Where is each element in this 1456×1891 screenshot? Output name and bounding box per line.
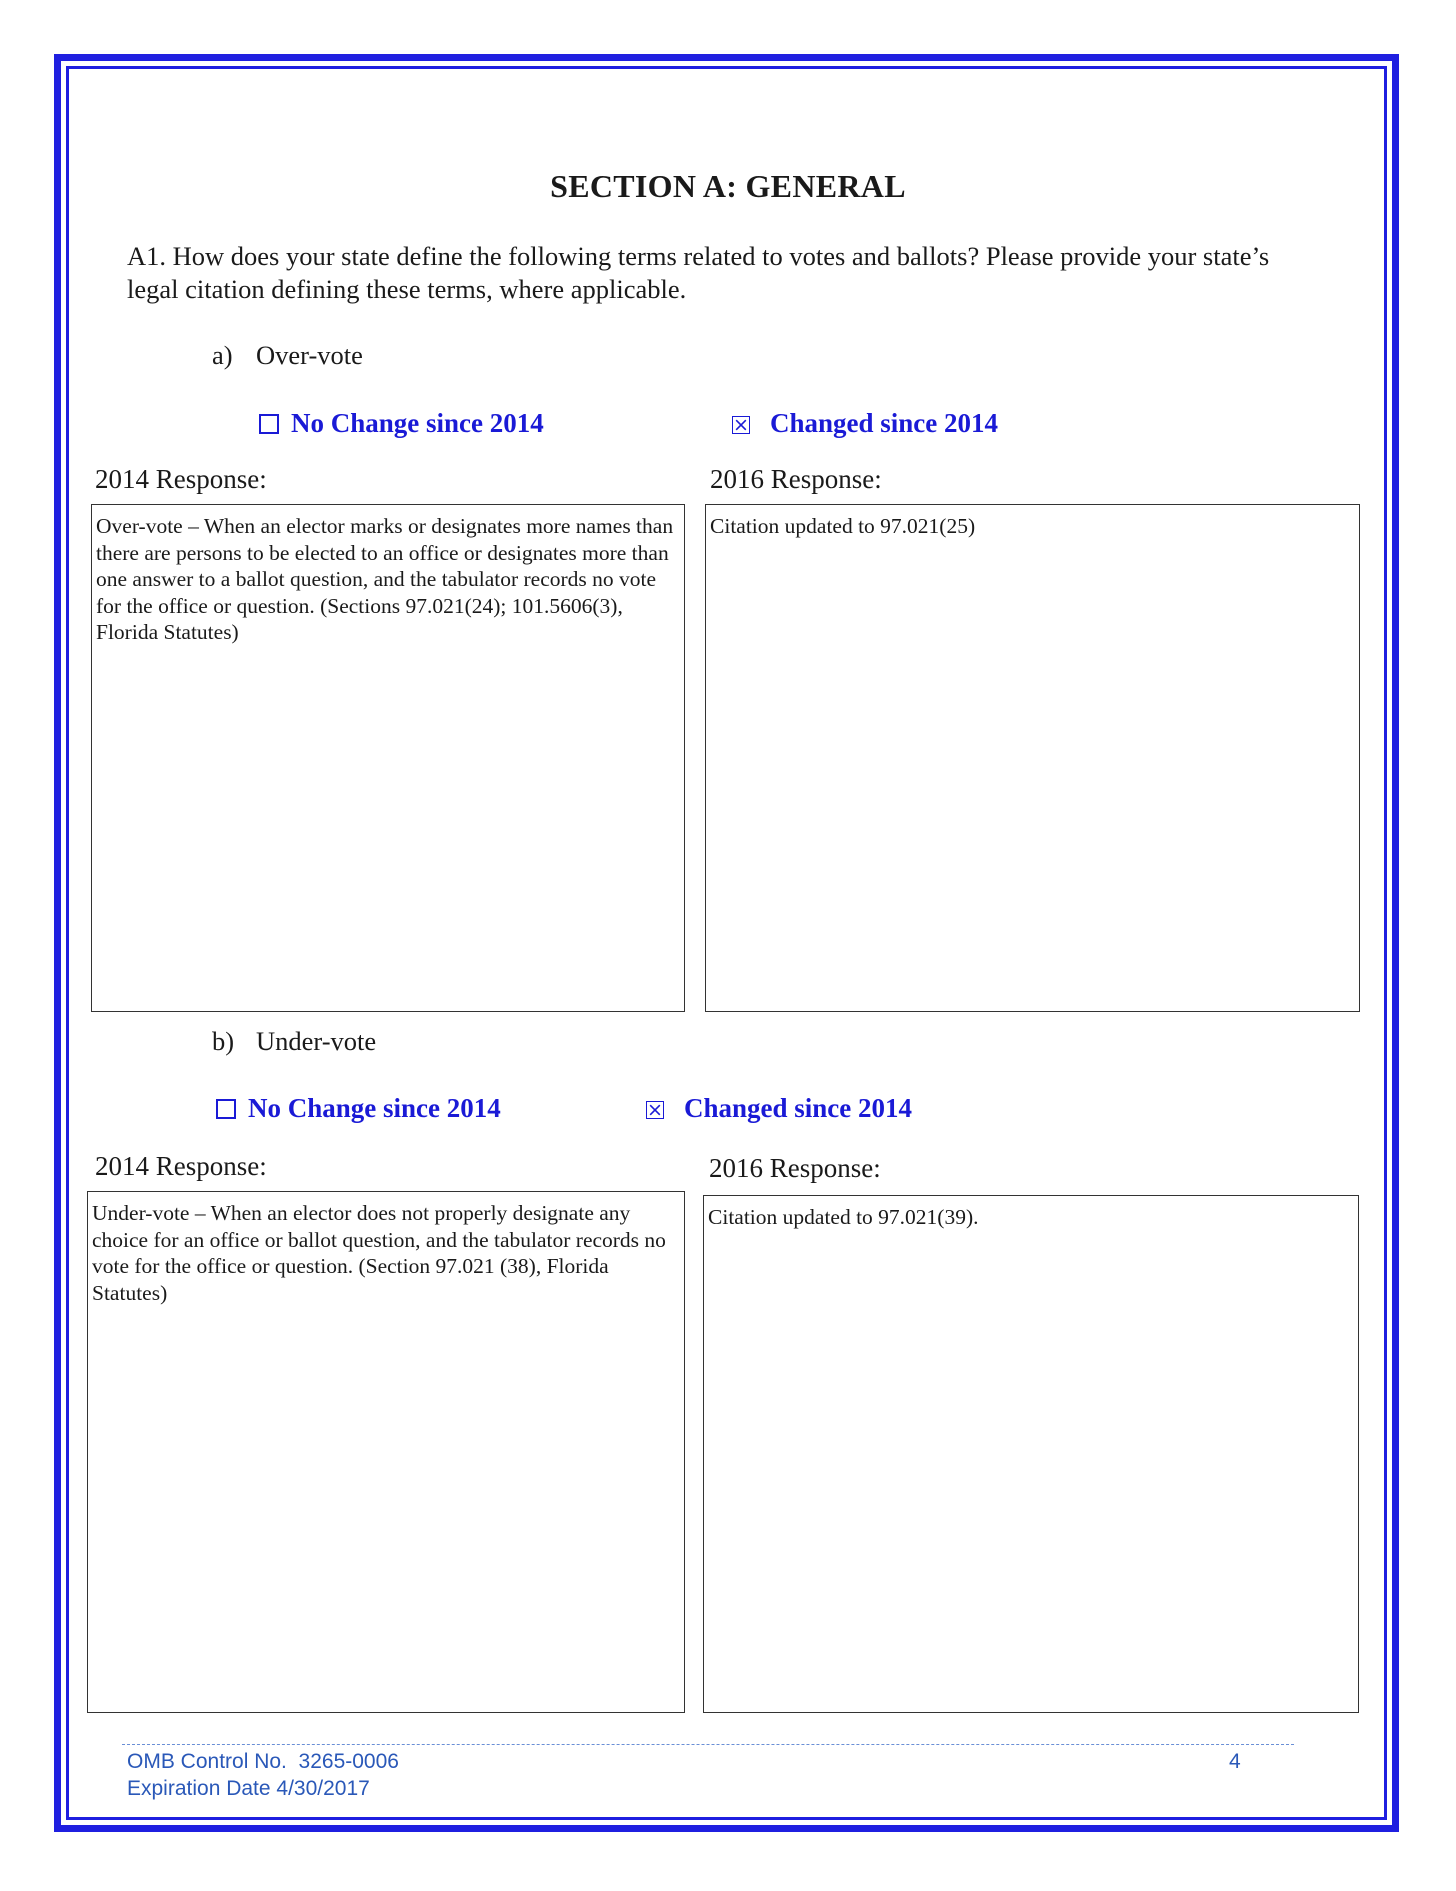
item-a-no-change-option[interactable] xyxy=(259,408,544,439)
item-a-2016-response-label: 2016 Response: xyxy=(710,464,882,494)
section-title: SECTION A: GENERAL xyxy=(550,168,906,204)
footer-left xyxy=(127,1748,399,1802)
item-a-changed-label: Changed since 2014 xyxy=(770,408,999,438)
item-b-heading xyxy=(212,1026,376,1057)
item-a-2014-response-box[interactable]: Over-vote – When an elector marks or designates more names than there are persons to be elected to an office or designates more than one answer to a ballot question, and the tabulator records no vote for the office or question. (Sections 97.021(24); 101.5606(3), Florida Statutes) xyxy=(91,504,685,1012)
item-a-2016-response-box[interactable]: Citation updated to 97.021(25) xyxy=(705,504,1360,1012)
item-b-2014-response-box[interactable]: Under-vote – When an elector does not properly designate any choice for an office or ballot question, and the tabulator records no vote for the office or question. (Section 97.021 (38), Florida Statutes) xyxy=(87,1191,685,1713)
item-b-changed-option[interactable] xyxy=(646,1093,912,1124)
checkmark-x-icon xyxy=(647,1102,663,1118)
item-b-marker: b) xyxy=(212,1026,235,1056)
item-a-no-change-label: No Change since 2014 xyxy=(291,408,544,438)
item-b-changed-checkbox[interactable] xyxy=(646,1101,664,1119)
item-a-2014-response-label: 2014 Response: xyxy=(95,464,267,494)
item-b-no-change-option[interactable] xyxy=(216,1093,501,1124)
omb-control-number: OMB Control No. 3265-0006 xyxy=(127,1750,399,1773)
item-b-no-change-checkbox[interactable] xyxy=(216,1099,236,1119)
footer-divider xyxy=(122,1744,1294,1745)
item-a-changed-checkbox[interactable] xyxy=(732,416,750,434)
page-number: 4 xyxy=(1229,1750,1241,1773)
item-b-2016-response-box[interactable]: Citation updated to 97.021(39). xyxy=(703,1195,1359,1713)
item-b-label: Under-vote xyxy=(256,1026,377,1056)
item-a-no-change-checkbox[interactable] xyxy=(259,414,279,434)
item-b-no-change-label: No Change since 2014 xyxy=(248,1093,501,1123)
item-b-changed-label: Changed since 2014 xyxy=(684,1093,913,1123)
item-a-heading xyxy=(212,340,363,371)
item-a-label: Over-vote xyxy=(256,340,363,370)
item-a-changed-option[interactable] xyxy=(732,408,998,439)
item-a-marker: a) xyxy=(212,340,233,370)
checkmark-x-icon xyxy=(733,417,749,433)
item-b-2014-response-label: 2014 Response: xyxy=(95,1151,267,1181)
expiration-date: Expiration Date 4/30/2017 xyxy=(127,1777,370,1800)
question-a1: A1. How does your state define the following terms related to votes and ballots? Please provide your state’s legal citation defining these terms, where applicable. xyxy=(127,241,1270,304)
item-b-2016-response-label: 2016 Response: xyxy=(709,1153,881,1183)
